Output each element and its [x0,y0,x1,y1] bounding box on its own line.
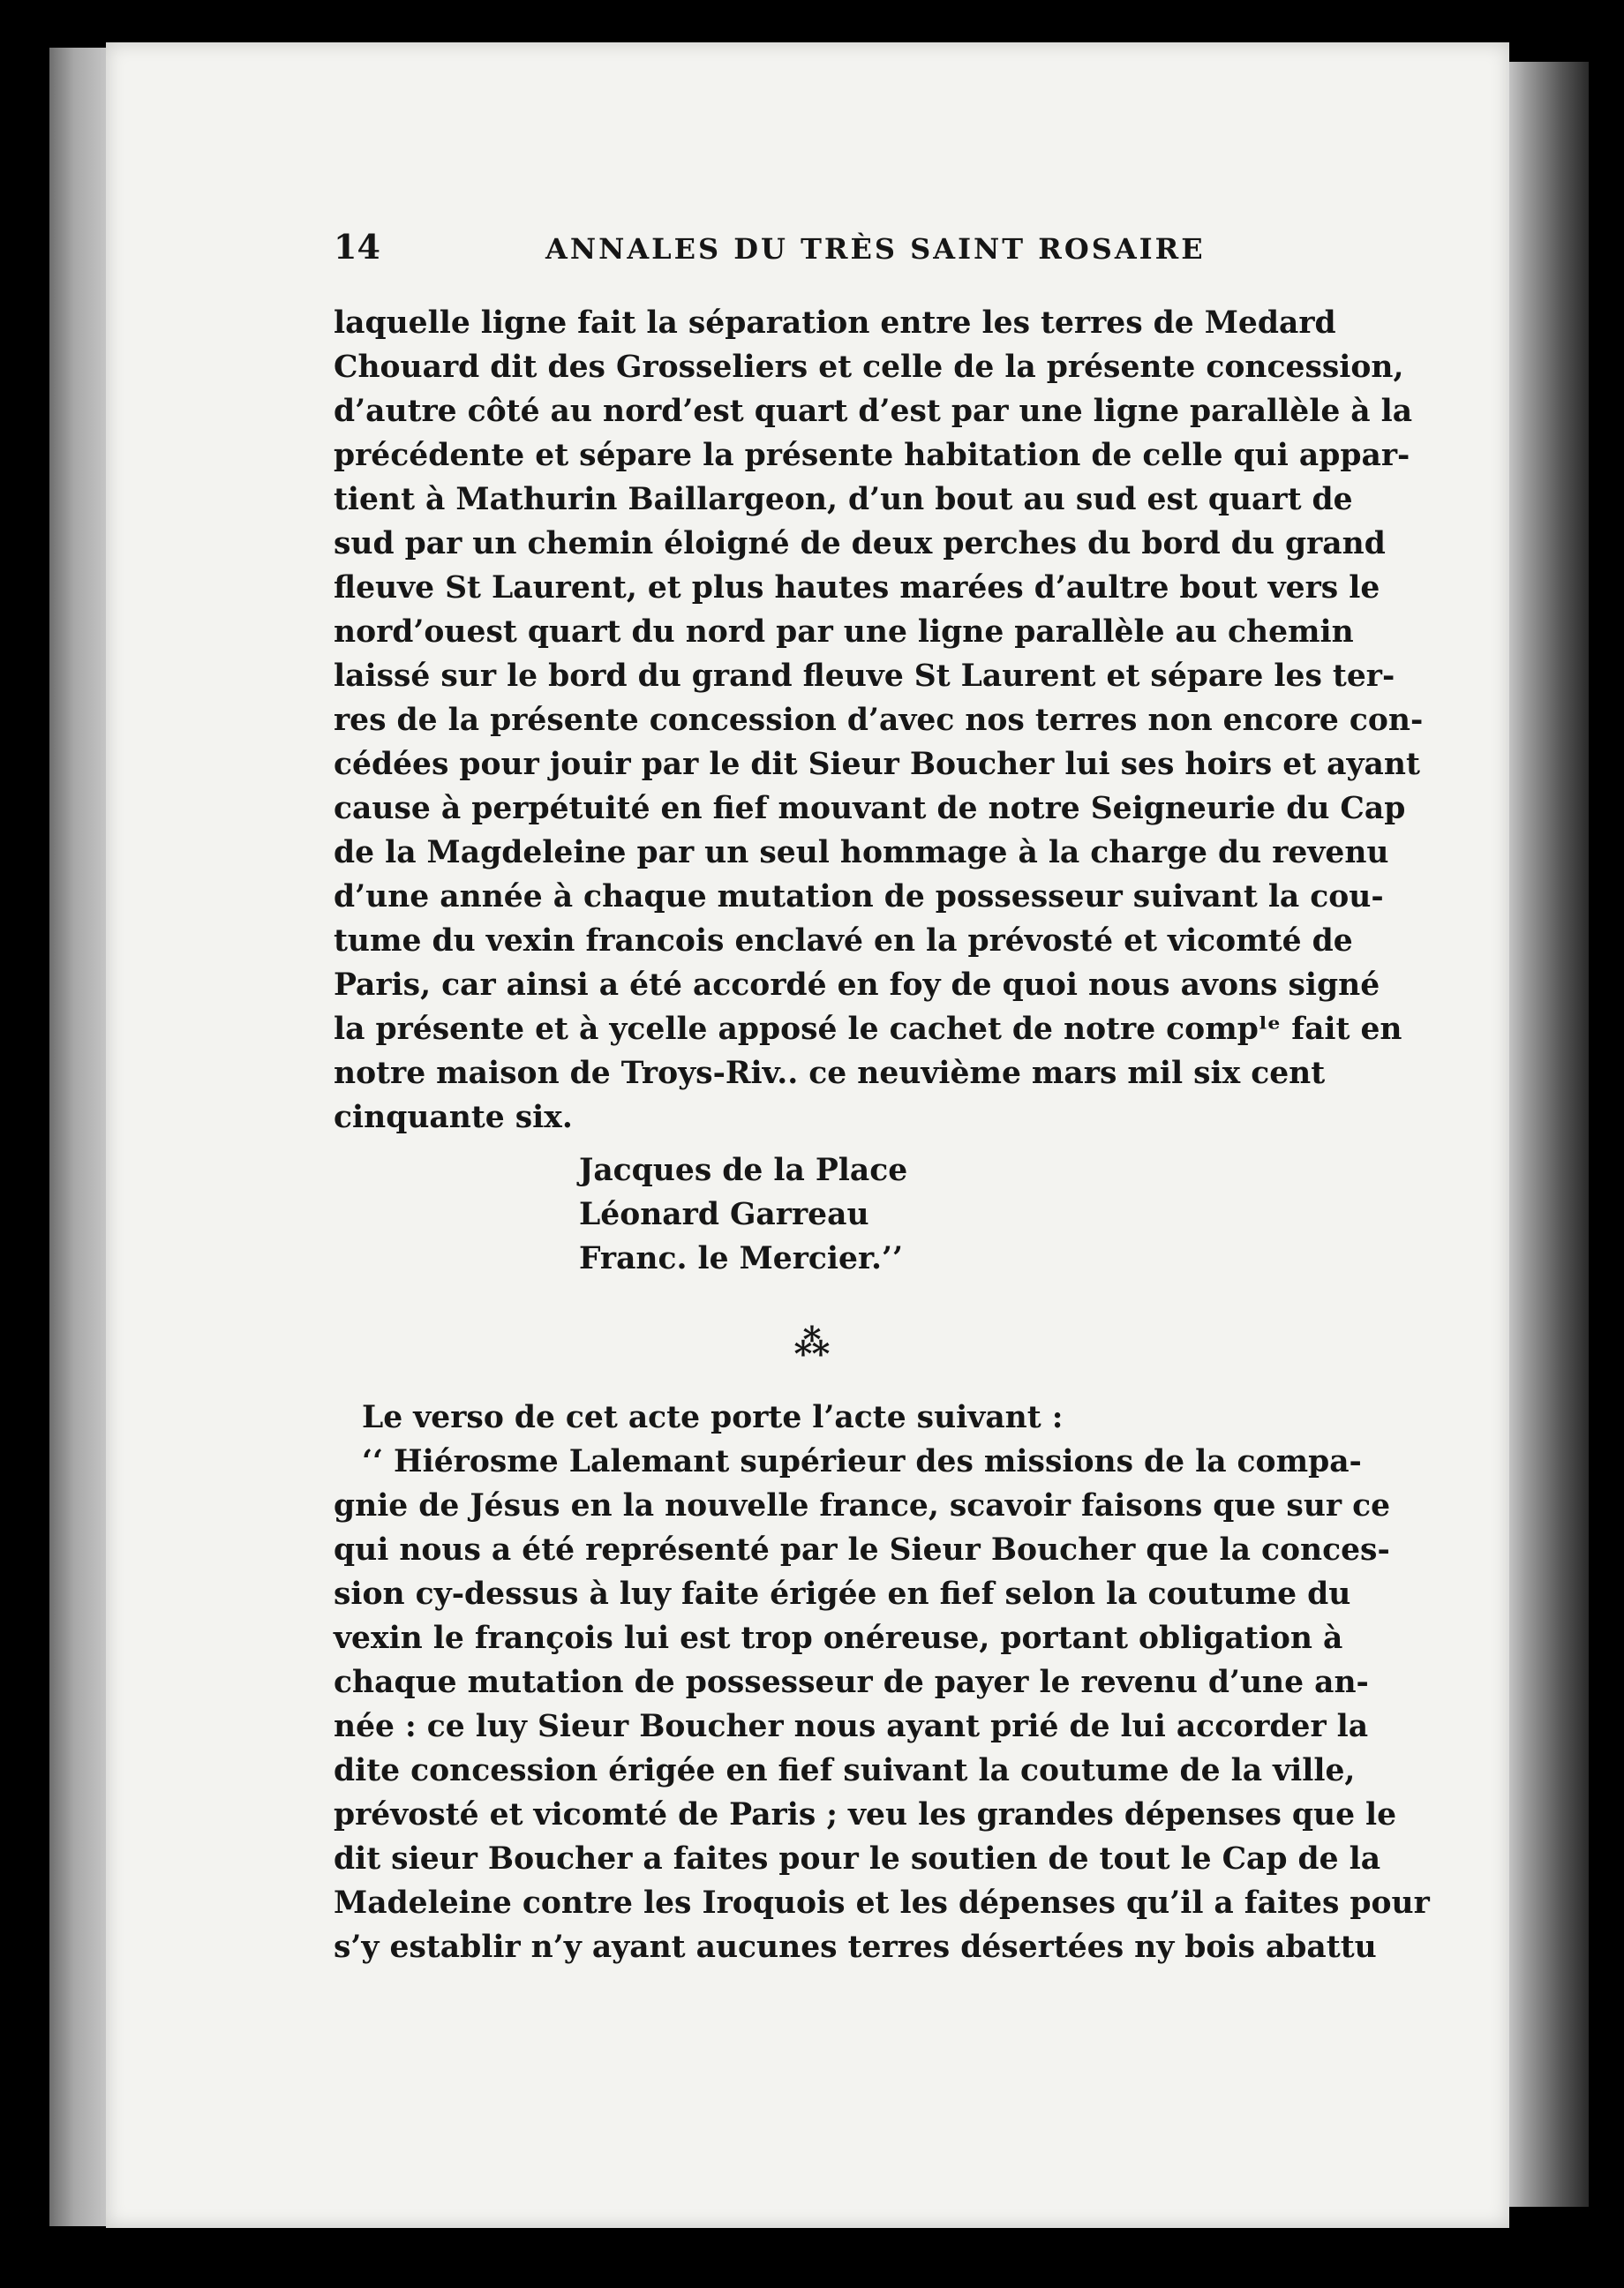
page-number: 14 [334,227,380,267]
text-line: sud par un chemin éloigné de deux perches du bord du grand [334,526,1386,561]
text-line: vexin le françois lui est trop onéreuse, portant obligation à [334,1621,1343,1656]
text-line: tient à Mathurin Baillargeon, d’un bout au sud est quart de [334,482,1353,517]
text-line: nord’ouest quart du nord par une ligne parallèle au chemin [334,614,1354,650]
text-line: d’autre côté au nord’est quart d’est par une ligne parallèle à la [334,394,1413,429]
text-line: Paris, car ainsi a été accordé en foy de quoi nous avons signé [334,967,1380,1003]
text-line: notre maison de Troys-Riv.. ce neuvième mars mil six cent [334,1056,1326,1091]
text-line: qui nous a été représenté par le Sieur Boucher que la conces- [334,1532,1390,1568]
text-line: cinquante six. [334,1100,573,1135]
section-separator: ⁂ [793,1322,831,1364]
text-line: s’y establir n’y ayant aucunes terres désertées ny bois abattu [334,1930,1377,1965]
text-line: née : ce luy Sieur Boucher nous ayant prié de lui accorder la [334,1709,1369,1744]
text-line: laissé sur le bord du grand fleuve St Laurent et sépare les ter- [334,659,1395,694]
text-line: laquelle ligne fait la séparation entre les terres de Medard [334,305,1336,341]
running-title: ANNALES DU TRÈS SAINT ROSAIRE [545,232,1206,266]
text-line: Le verso de cet acte porte l’acte suivant : [362,1400,1064,1435]
text-line: cédées pour jouir par le dit Sieur Boucher lui ses hoirs et ayant [334,747,1420,782]
text-line: chaque mutation de possesseur de payer le revenu d’une an- [334,1665,1369,1700]
text-line: précédente et sépare la présente habitation de celle qui appar- [334,438,1410,473]
text-line: de la Magdeleine par un seul hommage à la charge du revenu [334,835,1389,870]
text-line: fleuve St Laurent, et plus hautes marées d’aultre bout vers le [334,570,1380,606]
text-line: dit sieur Boucher a faites pour le soutien de tout le Cap de la [334,1841,1381,1877]
text-line: Madeleine contre les Iroquois et les dépenses qu’il a faites pour [334,1885,1430,1921]
text-line: Chouard dit des Grosseliers et celle de la présente concession, [334,350,1404,385]
text-line: sion cy-dessus à luy faite érigée en fief selon la coutume du [334,1577,1351,1612]
page-right-edge [1500,62,1589,2207]
text-line: prévosté et vicomté de Paris ; veu les grandes dépenses que le [334,1797,1397,1833]
text-line: d’une année à chaque mutation de possesseur suivant la cou- [334,879,1384,914]
page-left-edge [49,48,111,2226]
signature-line: Léonard Garreau [579,1197,869,1232]
signature-line: Jacques de la Place [579,1153,908,1188]
text-line: dite concession érigée en fief suivant la coutume de la ville, [334,1753,1356,1788]
signature-line: Franc. le Mercier.’’ [579,1241,904,1276]
text-line: cause à perpétuité en fief mouvant de notre Seigneurie du Cap [334,791,1406,826]
text-line: tume du vexin francois enclavé en la prévosté et vicomté de [334,923,1353,959]
page-header [334,228,1301,267]
text-line: ‘‘ Hiérosme Lalemant supérieur des missions de la compa- [362,1444,1362,1479]
text-line: res de la présente concession d’avec nos terres non encore con- [334,703,1424,738]
text-line: la présente et à ycelle apposé le cachet de notre compˡᵉ fait en [334,1012,1402,1047]
text-line: gnie de Jésus en la nouvelle france, scavoir faisons que sur ce [334,1488,1391,1524]
